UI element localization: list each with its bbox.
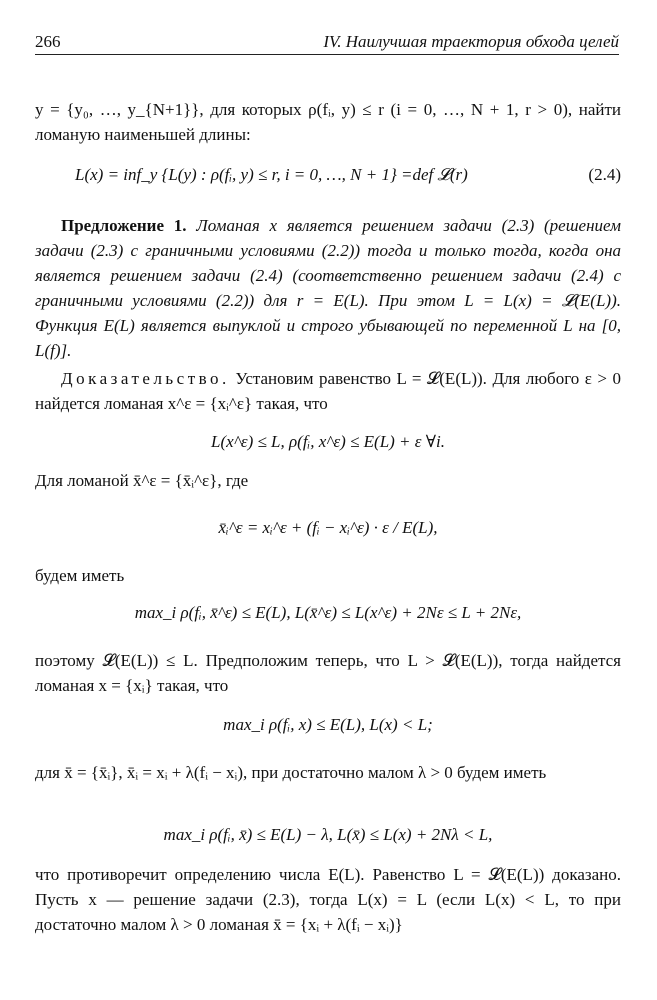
proposition-paragraph [35,213,621,363]
proof-label: Доказательство. [61,369,230,388]
equation-e: max_i ρ(fᵢ, x̄) ≤ E(L) − λ, L(x̄) ≤ L(x) + 2Nλ < L, [163,825,493,844]
equation-b: x̄ᵢ^ε = xᵢ^ε + (fᵢ − xᵢ^ε) · ε / E(L), [218,518,438,537]
equation-d: max_i ρ(fᵢ, x) ≤ E(L), L(x) < L; [223,715,433,734]
equation-2-4-number: (2.4) [588,165,621,184]
proof-paragraph-6: что противоречит определению числа E(L). Равенство L = 𝓛(E(L)) доказано. Пусть x — решение задачи (2.3), тогда L(x) = L (если L(x) < L, то при достаточно малом λ > 0 ломаная x̄ = {xᵢ + λ(fᵢ − xᵢ)} [35,865,621,934]
running-title: IV. Наилучшая траектория обхода целей [323,32,619,51]
intro-paragraph: y = {y₀, …, y_{N+1}}, для которых ρ(fᵢ, y) ≤ r (i = 0, …, N + 1, r > 0), найти ломаную наименьшей длины: [35,100,621,144]
running-header [35,30,619,55]
equation-2-4-body: L(x) = inf_y {L(y) : ρ(fᵢ, y) ≤ r, i = 0, …, N + 1} =def 𝓛(r) [75,165,468,184]
proof-paragraph-4: поэтому 𝓛(E(L)) ≤ L. Предположим теперь, что L > 𝓛(E(L)), тогда найдется ломаная x = {xᵢ} такая, что [35,651,621,695]
proposition-text: Ломаная x является решением задачи (2.3) (решением задачи (2.3) с граничными условиями (2.2)) тогда и только тогда, когда она является решением задачи (2.4) (соответственно решением задачи (2.4) с граничными условиями (2.2)) для r = E(L). При этом L = L(x) = 𝓛(E(L)). Функция E(L) является выпуклой и строго убывающей по переменной L на [0, L(f)]. [35,216,621,360]
page-number: 266 [35,32,61,51]
proof-paragraph-2: Для ломаной x̄^ε = {x̄ᵢ^ε}, где [35,471,249,490]
proof-paragraph-1 [35,366,621,416]
proof-paragraph-3: будем иметь [35,566,125,585]
proof-text-1: Установим равенство L = 𝓛(E(L)). Для любого ε > 0 найдется ломаная x^ε = {xᵢ^ε} такая, что [35,369,621,413]
equation-a: L(x^ε) ≤ L, ρ(fᵢ, x^ε) ≤ E(L) + ε ∀i. [211,432,445,451]
proof-paragraph-5: для x̄ = {x̄ᵢ}, x̄ᵢ = xᵢ + λ(fᵢ − xᵢ), при достаточно малом λ > 0 будем иметь [35,763,547,782]
proposition-label: Предложение 1. [61,216,187,235]
equation-c: max_i ρ(fᵢ, x̄^ε) ≤ E(L), L(x̄^ε) ≤ L(x^ε) + 2Nε ≤ L + 2Nε, [134,603,522,622]
